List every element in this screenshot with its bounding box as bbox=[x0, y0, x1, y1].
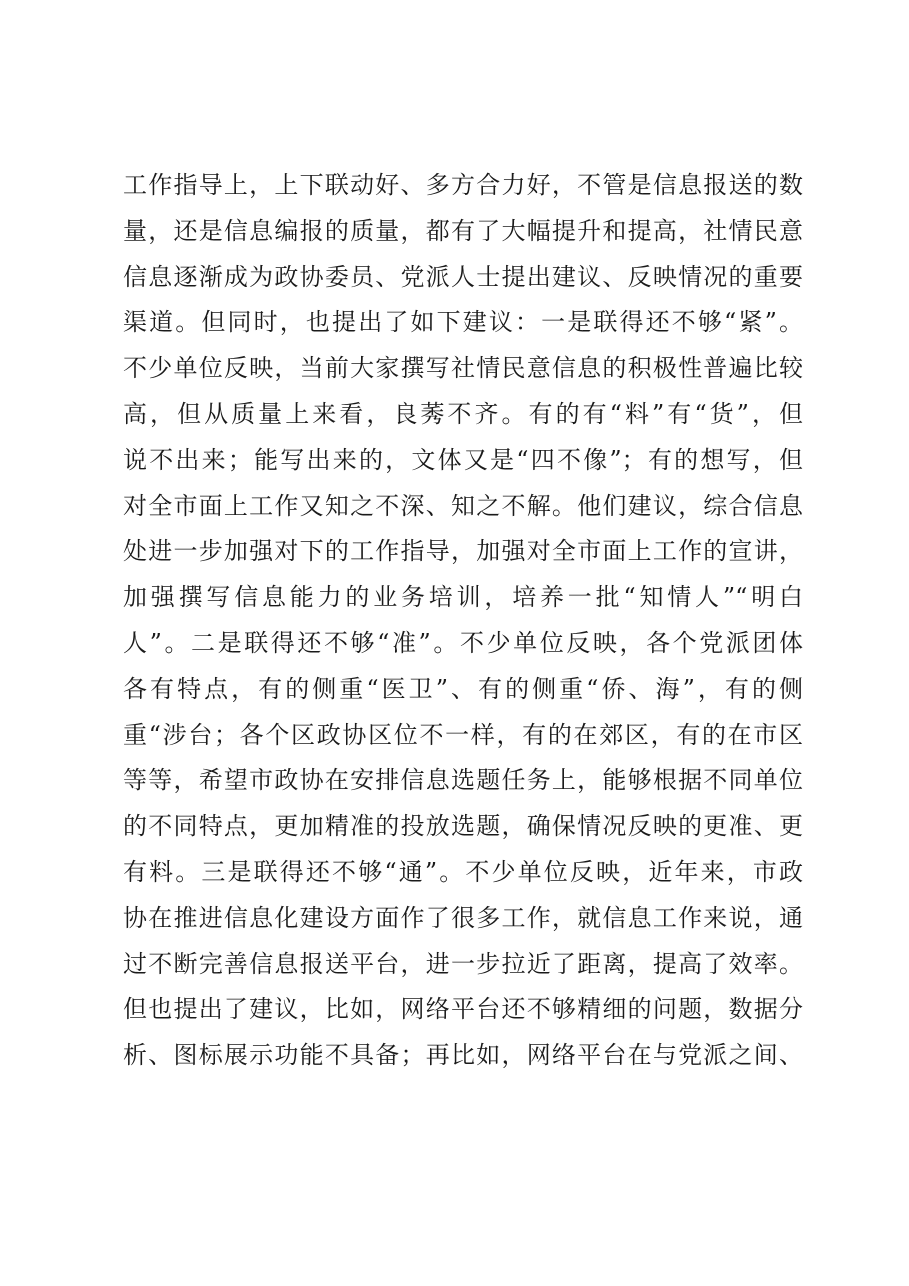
text-line: 不少单位反映，当前大家撰写社情民意信息的积极性普遍比较 bbox=[123, 354, 803, 383]
text-line: 渠道。但同时，也提出了如下建议：一是联得还不够“紧”。 bbox=[123, 308, 803, 337]
body-paragraph bbox=[123, 163, 803, 1079]
text-line: 对全市面上工作又知之不深、知之不解。他们建议，综合信息 bbox=[123, 491, 803, 520]
text-line: 协在推进信息化建设方面作了很多工作，就信息工作来说，通 bbox=[123, 903, 803, 932]
text-line: 加强撰写信息能力的业务培训，培养一批“知情人”“明白 bbox=[123, 583, 803, 612]
text-line: 人”。二是联得还不够“准”。不少单位反映，各个党派团体 bbox=[123, 628, 803, 657]
text-line: 量，还是信息编报的质量，都有了大幅提升和提高，社情民意 bbox=[123, 216, 803, 245]
text-line: 等等，希望市政协在安排信息选题任务上，能够根据不同单位 bbox=[123, 766, 803, 795]
text-line: 各有特点，有的侧重“医卫”、有的侧重“侨、海”，有的侧 bbox=[123, 674, 803, 703]
text-line: 过不断完善信息报送平台，进一步拉近了距离，提高了效率。 bbox=[123, 949, 803, 978]
text-line: 信息逐渐成为政协委员、党派人士提出建议、反映情况的重要 bbox=[123, 262, 803, 291]
text-line: 有料。三是联得还不够“通”。不少单位反映，近年来，市政 bbox=[123, 857, 803, 886]
text-line: 高，但从质量上来看，良莠不齐。有的有“料”有“货”，但 bbox=[123, 399, 803, 428]
text-line: 但也提出了建议，比如，网络平台还不够精细的问题，数据分 bbox=[123, 995, 803, 1024]
text-line: 析、图标展示功能不具备；再比如，网络平台在与党派之间、 bbox=[123, 1041, 803, 1070]
text-line: 工作指导上，上下联动好、多方合力好，不管是信息报送的数 bbox=[123, 171, 803, 199]
text-line: 说不出来；能写出来的，文体又是“四不像”；有的想写，但 bbox=[123, 445, 803, 474]
text-line: 处进一步加强对下的工作指导，加强对全市面上工作的宣讲， bbox=[123, 537, 803, 566]
text-line: 重“涉台；各个区政协区位不一样，有的在郊区，有的在市区 bbox=[123, 720, 803, 749]
text-line: 的不同特点，更加精准的投放选题，确保情况反映的更准、更 bbox=[123, 812, 803, 841]
